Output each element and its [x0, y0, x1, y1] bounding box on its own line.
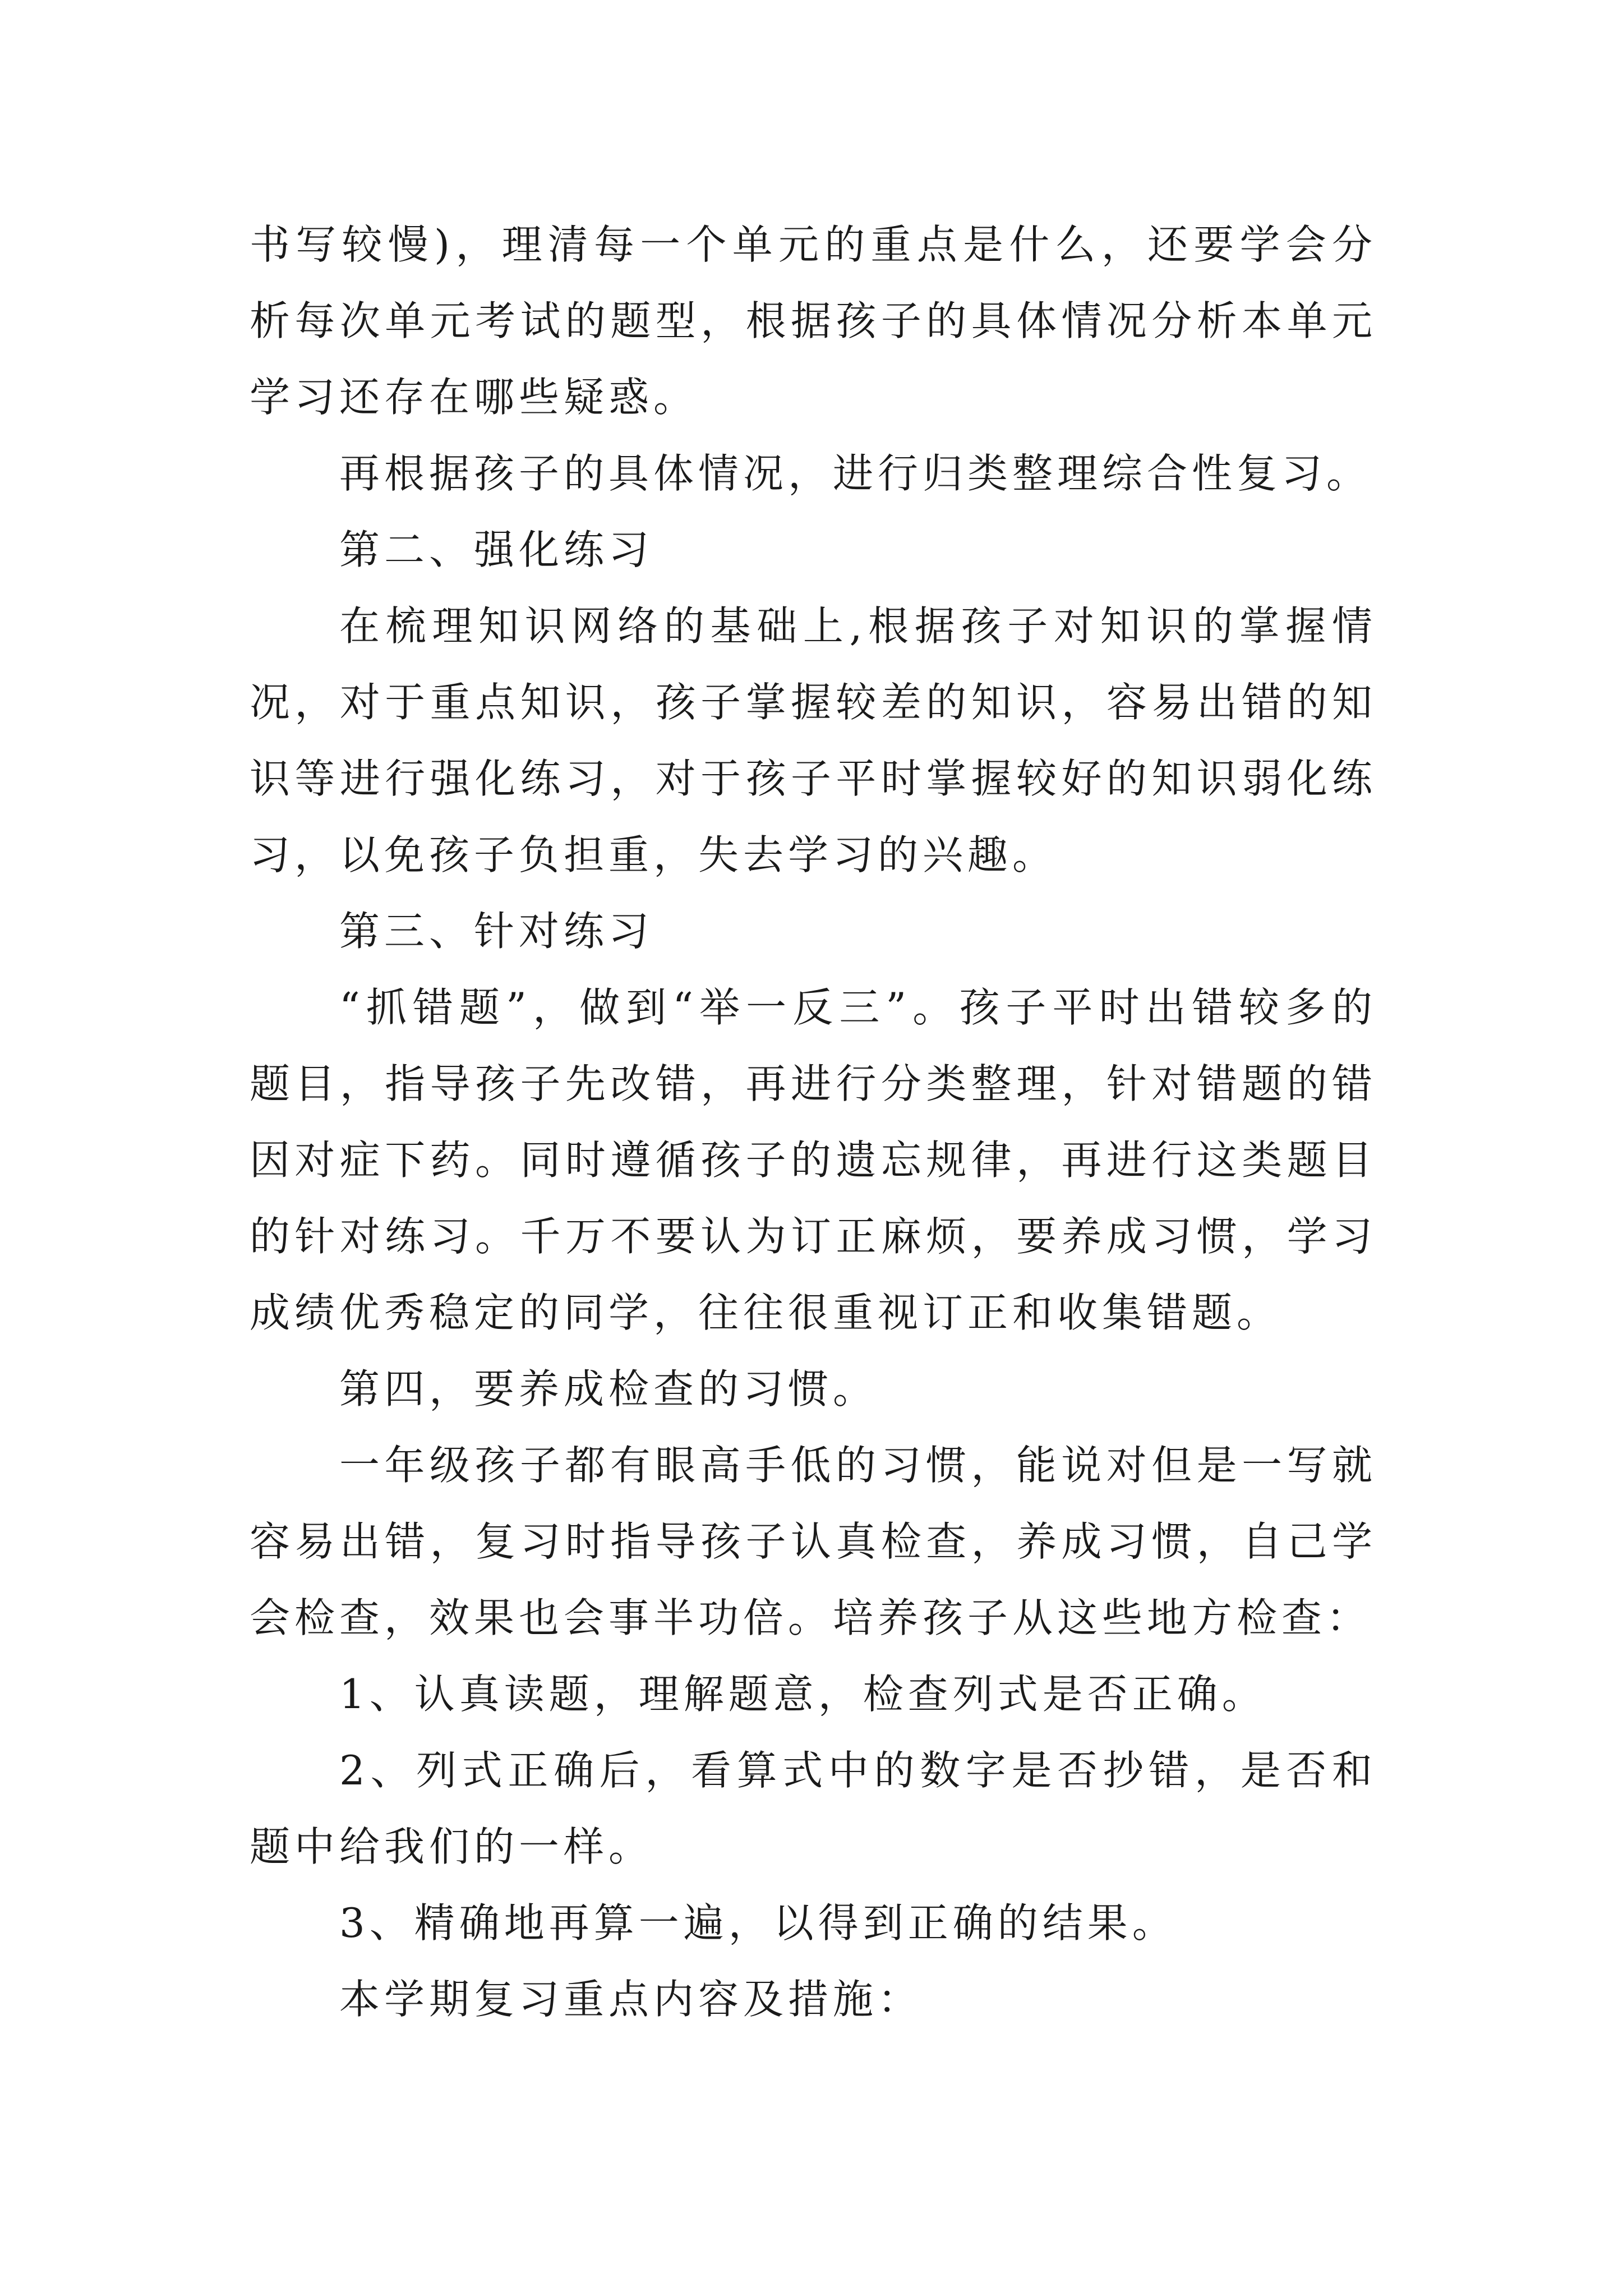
- heading-targeted-practice: 第三、针对练习: [339, 908, 654, 955]
- heading-strengthen-practice: 第二、强化练习: [339, 526, 654, 573]
- list-item-check-1: 1、认真读题，理解题意，检查列式是否正确。: [339, 1671, 1267, 1718]
- list-item-check-2: 2、列式正确后，看算式中的数字是否抄错，是否和题中给我们的一样。: [250, 1747, 1377, 1870]
- paragraph-unit-analysis: 书写较慢)，理清每一个单元的重点是什么，还要学会分析每次单元考试的题型，根据孩子的具体情况分析本单元学习还存在哪些疑惑。: [250, 221, 1377, 421]
- list-item-check-3: 3、精确地再算一遍，以得到正确的结果。: [339, 1899, 1177, 1947]
- paragraph-targeted-practice: “抓错题”，做到“举一反三”。孩子平时出错较多的题目，指导孩子先改错，再进行分类整理，针对错题的错因对症下药。同时遵循孩子的遗忘规律，再进行这类题目的针对练习。千万不要认为订正麻烦，要养成习惯，学习成绩优秀稳定的同学，往往很重视订正和收集错题。: [250, 984, 1377, 1336]
- paragraph-check-habit: 一年级孩子都有眼高手低的习惯，能说对但是一写就容易出错，复习时指导孩子认真检查，养成习惯，自己学会检查，效果也会事半功倍。培养孩子从这些地方检查：: [250, 1442, 1377, 1641]
- paragraph-review: 再根据孩子的具体情况，进行归类整理综合性复习。: [339, 450, 1372, 497]
- paragraph-semester-review: 本学期复习重点内容及措施：: [339, 1976, 923, 2023]
- paragraph-strengthen-practice: 在梳理知识网络的基础上,根据孩子对知识的掌握情况，对于重点知识，孩子掌握较差的知识，容易出错的知识等进行强化练习，对于孩子平时掌握较好的知识弱化练习，以免孩子负担重，失去学习的兴趣。: [250, 602, 1377, 878]
- document-body: [250, 206, 1377, 2037]
- heading-check-habit: 第四，要养成检查的习惯。: [339, 1365, 878, 1412]
